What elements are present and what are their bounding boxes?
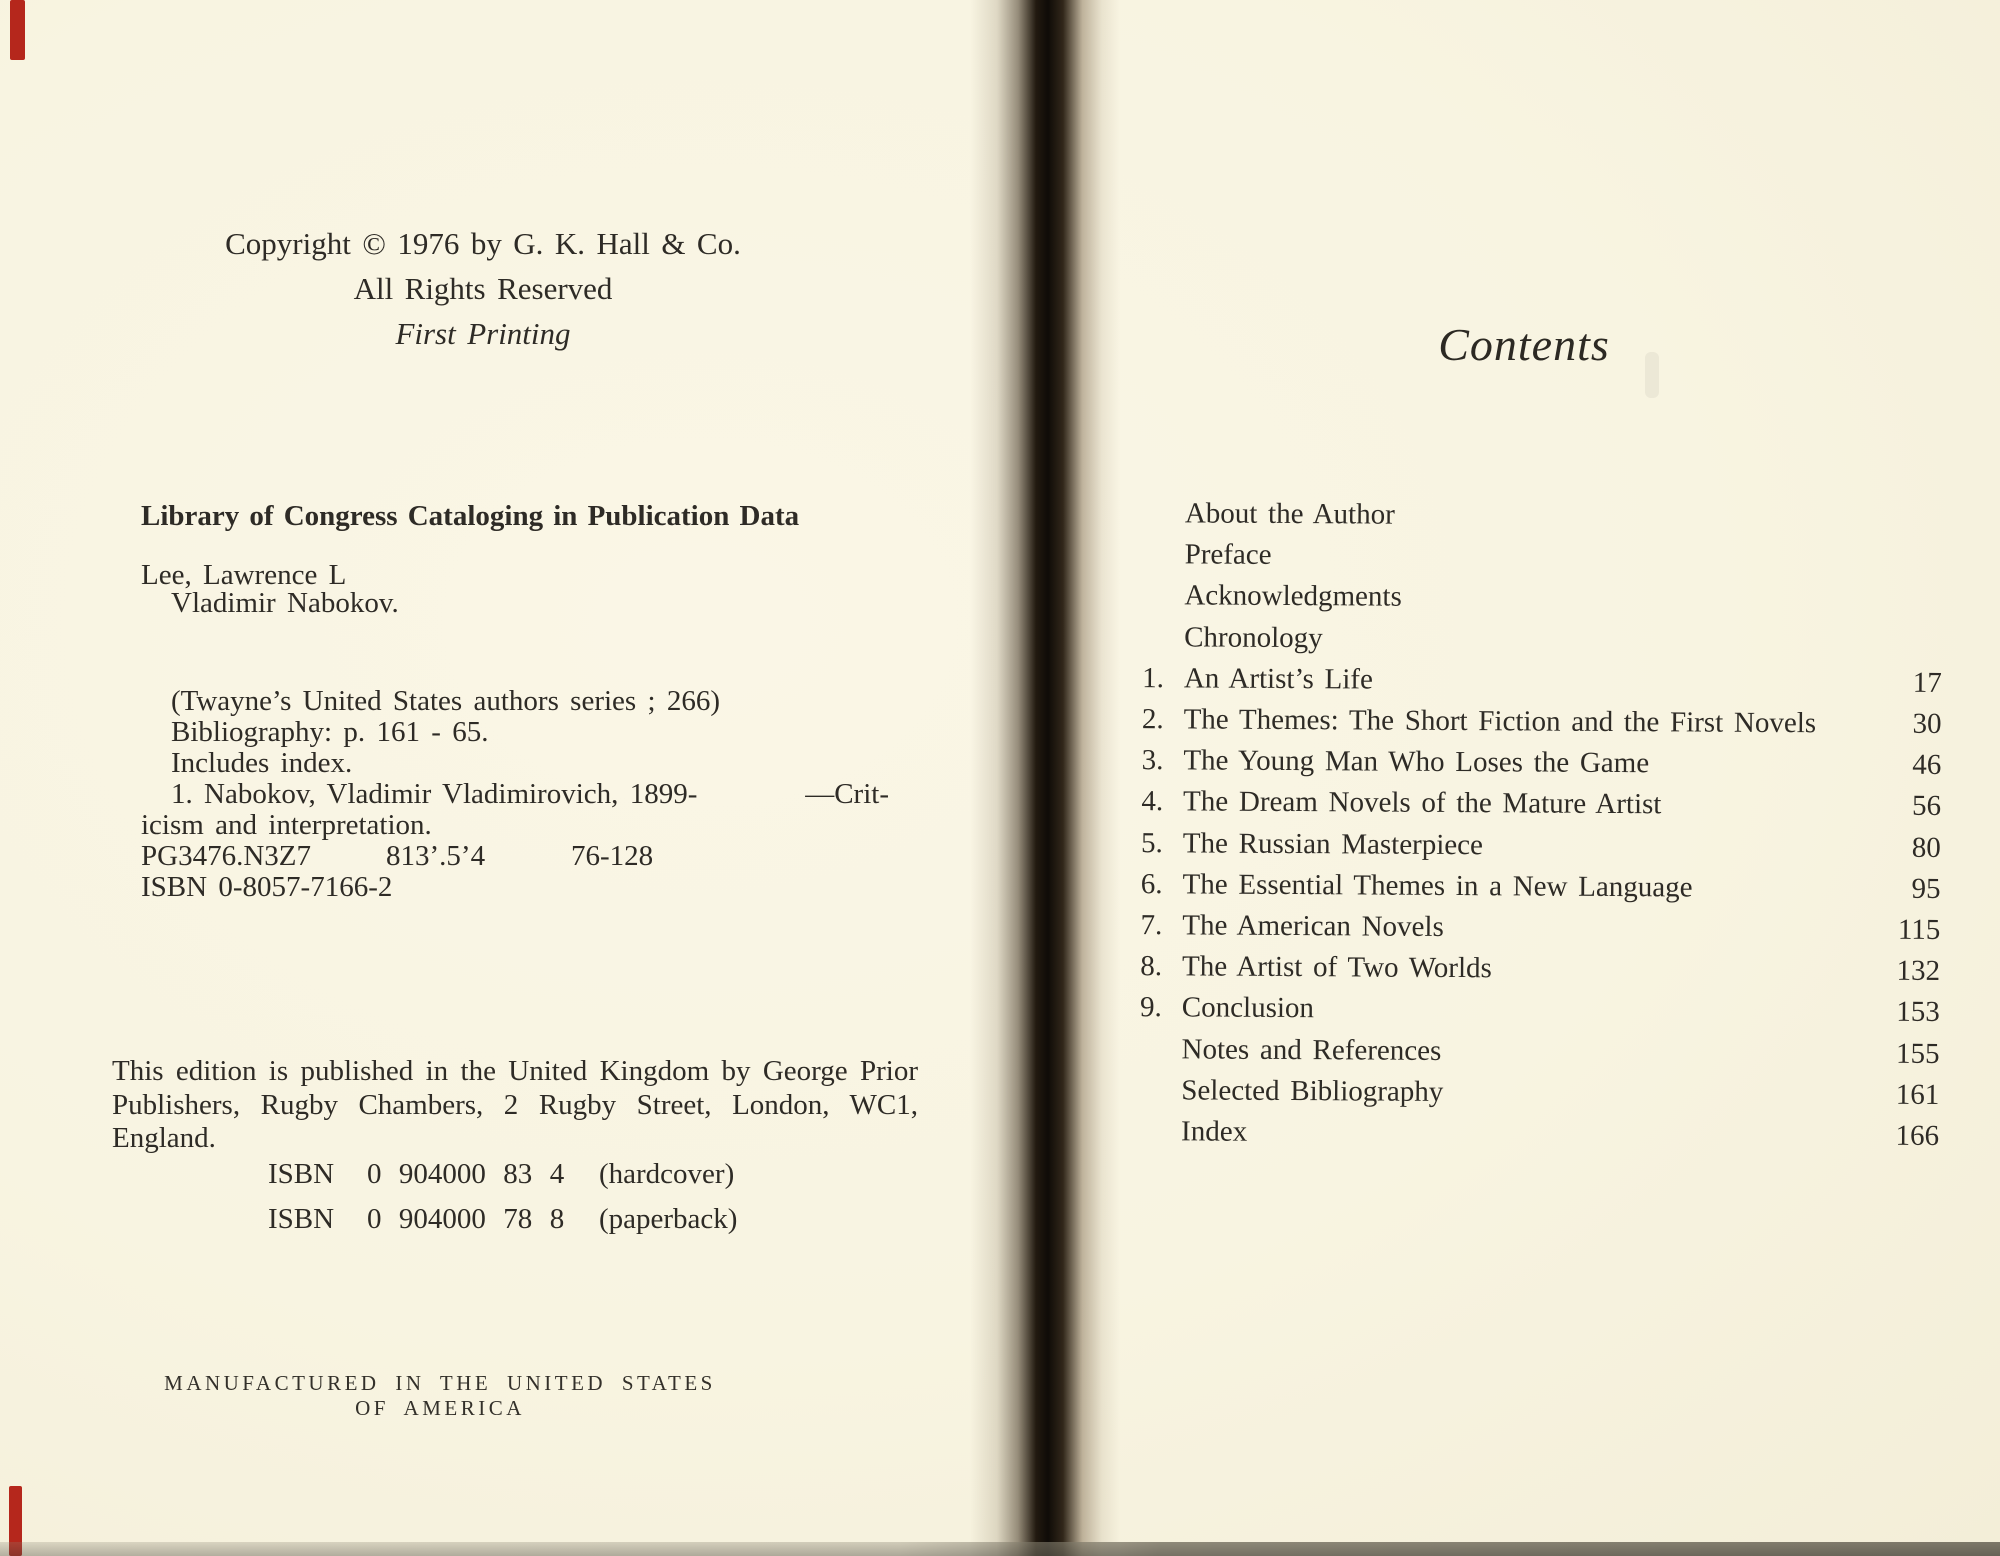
uk-edition-block <box>112 1055 918 1156</box>
isbn-format: (hardcover) <box>599 1158 735 1190</box>
toc-row <box>1127 493 1943 539</box>
toc-row <box>1126 534 1942 580</box>
loc-call-number: PG3476.N3Z7 <box>141 840 311 872</box>
toc-page-number: 17 <box>1912 666 1942 699</box>
toc-entry-title: Conclusion <box>1181 991 1315 1025</box>
toc-chapter-number: 8. <box>1140 950 1163 983</box>
toc-entry-title: An Artist’s Life <box>1183 662 1373 696</box>
toc-page-number <box>1858 600 1942 601</box>
loc-author-block <box>141 559 399 619</box>
toc-entry-title: The Themes: The Short Fiction and the First Novels <box>1183 703 1817 740</box>
toc-chapter-number: 4. <box>1141 785 1164 818</box>
loc-includes-line: Includes index. <box>171 747 353 779</box>
scan-bottom-edge-shadow <box>0 1542 2000 1556</box>
toc-chapter-number: 3. <box>1141 744 1164 777</box>
toc-page-number: 132 <box>1896 954 1941 988</box>
loc-author: Lee, Lawrence L <box>141 559 347 591</box>
loc-bibliography-line: Bibliography: p. 161 - 65. <box>171 716 489 748</box>
loc-heading: Library of Congress Cataloging in Publication Data <box>141 500 800 532</box>
table-of-contents <box>1123 493 1943 1157</box>
toc-page-number <box>1859 559 1943 560</box>
toc-row <box>1125 699 1941 745</box>
toc-entry-title: The Young Man Who Loses the Game <box>1183 744 1650 780</box>
isbn-hardcover-row <box>112 1158 918 1192</box>
book-gutter-shadow <box>970 0 1120 1556</box>
toc-entry-title: The American Novels <box>1182 909 1444 943</box>
isbn-number: 0 904000 78 8 <box>367 1203 565 1235</box>
loc-isbn-line: ISBN 0-8057-7166-2 <box>141 871 393 903</box>
toc-entry-title: The Essential Themes in a New Language <box>1182 868 1693 904</box>
toc-chapter-number: 2. <box>1141 703 1164 736</box>
uk-edition-line: Publishers, Rugby Chambers, 2 Rugby Street, London, WC1, <box>112 1088 918 1121</box>
copyright-block <box>183 221 783 356</box>
loc-subject-right: —Crit- <box>805 778 889 810</box>
toc-chapter-number: 5. <box>1141 826 1163 859</box>
toc-row <box>1126 617 1942 663</box>
toc-entry-title: Notes and References <box>1181 1032 1442 1067</box>
toc-entry-title: Chronology <box>1184 621 1323 654</box>
loc-lccn: 76-128 <box>571 840 654 872</box>
rights-line: All Rights Reserved <box>353 271 613 306</box>
toc-entry-title: Index <box>1181 1115 1248 1148</box>
toc-row <box>1126 575 1942 621</box>
toc-row <box>1124 946 1940 992</box>
toc-page-number: 115 <box>1897 913 1941 946</box>
toc-row <box>1124 905 1940 951</box>
red-book-edge-top <box>10 0 25 60</box>
toc-page-number: 153 <box>1896 996 1940 1029</box>
toc-row <box>1123 1028 1939 1074</box>
toc-page-number: 95 <box>1911 872 1941 905</box>
toc-row <box>1125 781 1941 827</box>
toc-entry-title: The Dream Novels of the Mature Artist <box>1183 785 1662 821</box>
copyright-line: Copyright © 1976 by G. K. Hall & Co. <box>225 226 741 261</box>
isbn-paperback-row <box>112 1203 918 1237</box>
uk-edition-line: This edition is published in the United Kingdom by George Prior <box>112 1055 918 1087</box>
loc-subject-left: 1. Nabokov, Vladimir Vladimirovich, 1899- <box>171 778 698 810</box>
toc-chapter-number: 1. <box>1142 661 1164 695</box>
toc-row <box>1125 822 1941 868</box>
toc-page-number: 155 <box>1895 1037 1940 1070</box>
printing-line: First Printing <box>395 316 571 351</box>
loc-book-title: Vladimir Nabokov. <box>171 586 399 619</box>
toc-row <box>1126 658 1942 704</box>
isbn-label: ISBN <box>268 1203 335 1235</box>
toc-row <box>1124 864 1940 910</box>
toc-page-number: 80 <box>1911 831 1941 864</box>
loc-dewey-number: 813’.5’4 <box>386 840 486 872</box>
scan-smudge <box>1645 352 1659 398</box>
loc-subject-line <box>141 779 889 810</box>
isbn-number: 0 904000 83 4 <box>367 1158 565 1190</box>
loc-call-number-line <box>141 841 889 872</box>
contents-page-title: Contents <box>1438 319 1610 370</box>
toc-page-number <box>1859 518 1943 519</box>
toc-row <box>1123 1070 1939 1116</box>
loc-subject-continuation: icism and interpretation. <box>141 809 432 841</box>
toc-page-number: 166 <box>1895 1119 1940 1152</box>
isbn-label: ISBN <box>268 1158 335 1190</box>
toc-entry-title: About the Author <box>1184 497 1395 531</box>
toc-page-number <box>1858 642 1942 643</box>
toc-chapter-number: 6. <box>1140 867 1163 901</box>
toc-entry-title: The Artist of Two Worlds <box>1182 950 1492 985</box>
toc-chapter-number: 7. <box>1140 909 1163 942</box>
loc-series-line: (Twayne’s United States authors series ; 266) <box>171 685 721 717</box>
toc-row <box>1124 987 1940 1033</box>
manufactured-line: MANUFACTURED IN THE UNITED STATES OF AMERICA <box>164 1371 716 1420</box>
toc-row <box>1123 1111 1939 1157</box>
loc-catalog-block <box>141 686 889 903</box>
toc-page-number: 161 <box>1895 1078 1940 1111</box>
toc-page-number: 46 <box>1912 749 1942 782</box>
isbn-format: (paperback) <box>599 1203 738 1235</box>
toc-page-number: 30 <box>1912 707 1942 741</box>
toc-chapter-number: 9. <box>1140 991 1162 1024</box>
toc-row <box>1125 740 1941 786</box>
toc-entry-title: Acknowledgments <box>1184 579 1402 614</box>
toc-entry-title: Preface <box>1184 538 1272 572</box>
toc-page-number: 56 <box>1912 790 1942 823</box>
uk-edition-line: England. <box>112 1122 216 1154</box>
toc-entry-title: Selected Bibliography <box>1181 1074 1444 1108</box>
toc-entry-title: The Russian Masterpiece <box>1182 826 1484 861</box>
